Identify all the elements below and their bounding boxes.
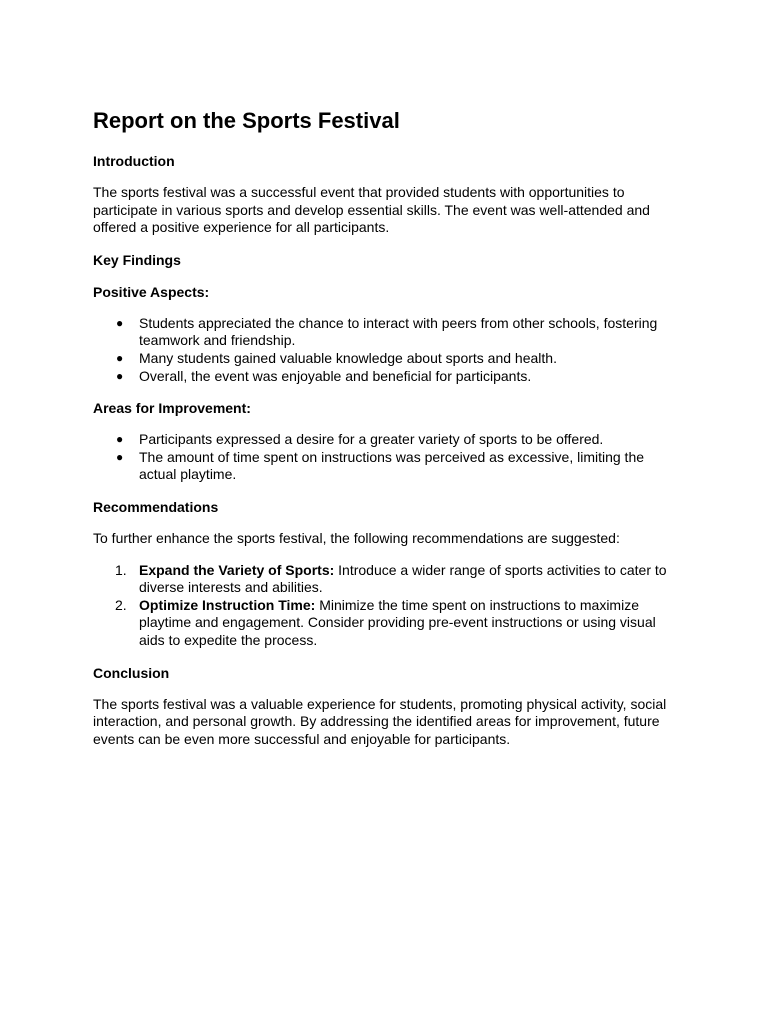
recommendations-intro: To further enhance the sports festival, the following recommendations are suggested: bbox=[93, 529, 620, 546]
introduction-heading: Introduction bbox=[93, 153, 175, 169]
introduction-paragraph: The sports festival was a successful event that provided students with opportunities to participate in various sports and develop essential skills. The event was well-attended and offered a positive experience for all participants. bbox=[93, 184, 650, 236]
recommendations-heading: Recommendations bbox=[93, 498, 219, 515]
list-item-text: Students appreciated the chance to interact with peers from other schools, fostering teamwork and friendship. bbox=[139, 314, 658, 349]
recommendation-label: Optimize Instruction Time: bbox=[139, 596, 316, 613]
areas-for-improvement-heading: Areas for Improvement: bbox=[93, 400, 251, 417]
bullet-icon: ● bbox=[116, 432, 124, 447]
list-item-text: Participants expressed a desire for a greater variety of sports to be offered. bbox=[139, 431, 604, 448]
conclusion-heading: Conclusion bbox=[93, 664, 170, 681]
conclusion-paragraph: The sports festival was a valuable experience for students, promoting physical activity, social interaction, and personal growth. By addressing the identified areas for improvement, future events can be even more successful and enjoyable for participants. bbox=[93, 695, 667, 747]
list-item bbox=[93, 562, 683, 597]
list-number: 2. bbox=[115, 596, 127, 613]
list-item bbox=[93, 368, 683, 386]
list-number: 1. bbox=[115, 561, 127, 578]
recommendation-text: Minimize the time spent on instructions to maximize playtime and engagement. Consider providing pre-event instructions or using visual aids to expedite the process. bbox=[139, 596, 656, 648]
bullet-icon: ● bbox=[116, 350, 124, 365]
page-title: Report on the Sports Festival bbox=[93, 108, 400, 133]
recommendations-list bbox=[93, 562, 683, 650]
list-item bbox=[93, 315, 683, 350]
bullet-icon: ● bbox=[116, 315, 124, 330]
list-item bbox=[93, 597, 683, 650]
positive-aspects-heading: Positive Aspects: bbox=[93, 283, 210, 300]
list-item-text: Many students gained valuable knowledge about sports and health. bbox=[139, 349, 557, 366]
list-item bbox=[93, 449, 683, 484]
bullet-icon: ● bbox=[116, 449, 124, 464]
list-item bbox=[93, 350, 683, 368]
recommendation-text: Introduce a wider range of sports activities to cater to diverse interests and abilities. bbox=[139, 561, 667, 596]
recommendation-label: Expand the Variety of Sports: bbox=[139, 561, 335, 578]
positive-aspects-list bbox=[93, 315, 683, 385]
improvement-list bbox=[93, 431, 683, 484]
list-item-text: Overall, the event was enjoyable and beneficial for participants. bbox=[139, 367, 532, 384]
list-item bbox=[93, 431, 683, 449]
key-findings-heading: Key Findings bbox=[93, 251, 181, 268]
list-item-text: The amount of time spent on instructions was perceived as excessive, limiting the actual playtime. bbox=[139, 448, 645, 483]
document-page bbox=[93, 107, 683, 748]
bullet-icon: ● bbox=[116, 368, 124, 383]
